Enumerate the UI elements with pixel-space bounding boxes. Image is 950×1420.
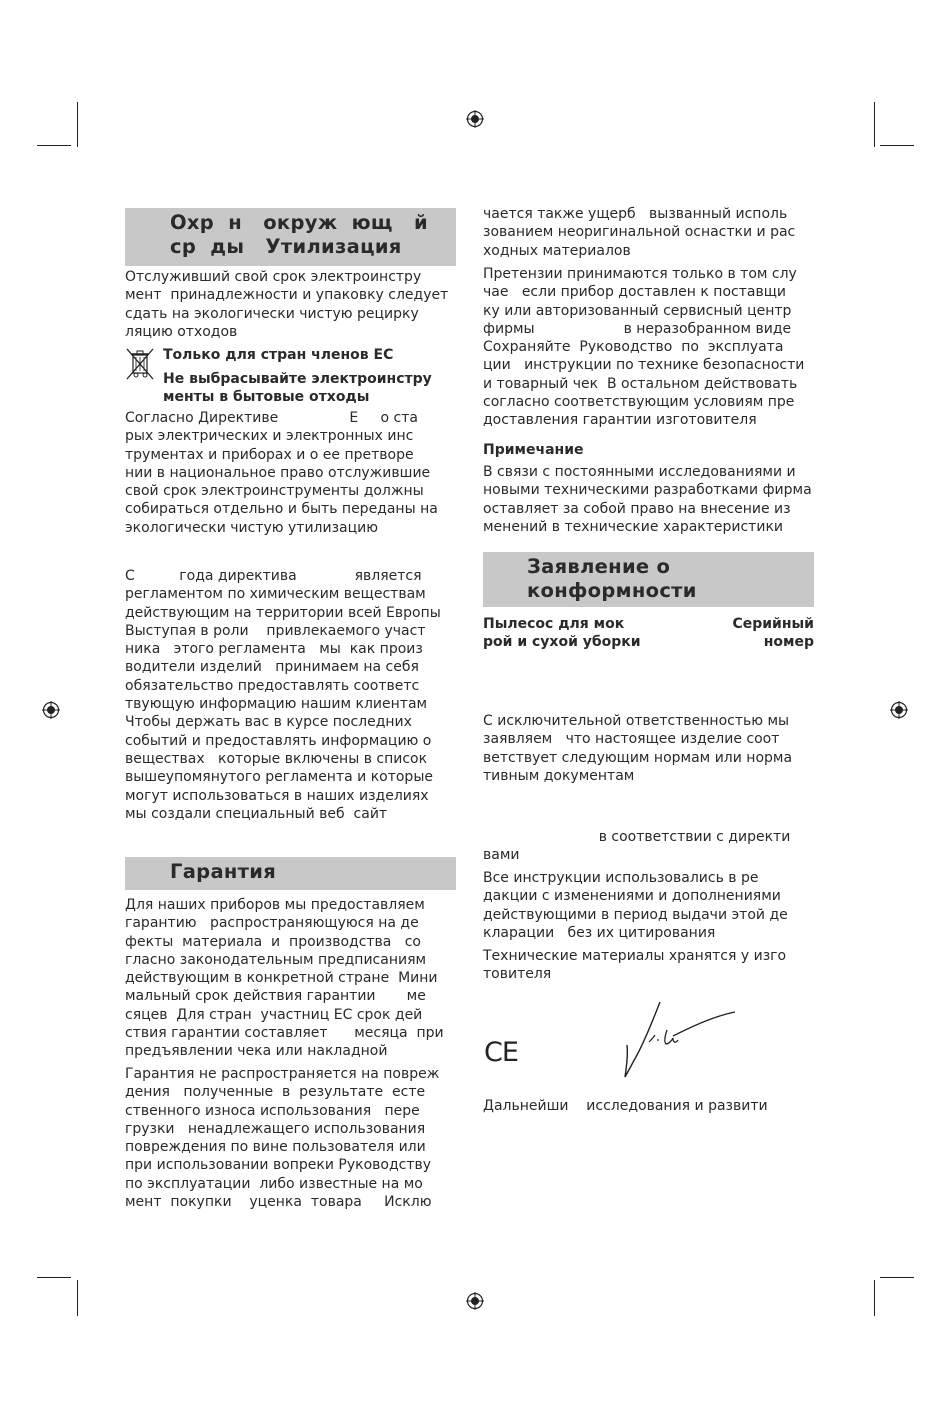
registration-mark-icon: [42, 701, 60, 719]
crop-mark-tr-v: [874, 102, 875, 147]
crop-mark-br-v: [874, 1280, 875, 1316]
crop-mark-br-h: [880, 1277, 914, 1278]
technical-files-text: Технические материалы хранятся у изго товителя: [483, 948, 787, 983]
conformity-heading: Заявление о конформности: [483, 552, 814, 607]
crop-mark-tr-h: [880, 145, 914, 146]
note-text: В связи с постоянными исследованиями и новыми техническими разработками фирма оставляет за собой право на внесение из менений в технические характеристики: [483, 464, 812, 535]
crossed-bin-icon: [125, 347, 155, 381]
warranty-text-2: Гарантия не распространяется на повреж дения полученные в результате есте ственного износа использования пере грузки ненадлежащего использования повреждения по вине пользователя или при использовании вопреки Руководству по эксплуатации либо известные на мо мент покупки уценка товара Исклю: [125, 1066, 440, 1211]
registration-mark-icon: [466, 110, 484, 128]
claims-text: Претензии принимаются только в том слу чае если прибор доставлен к поставщи ку или авторизованный сервисный центр фирмы в неразобранном виде Сохраняйте Руководство по эксплуата ции инструкции по технике безопасности и товарный чек В остальном действовать согласно соответствующим условиям пре доставления гарантии изготовителя: [483, 266, 805, 429]
registration-mark-icon: [890, 701, 908, 719]
reach-text: С года директива является регламентом по химическим веществам действующим на территории всей Европы Выступая в роли привлекаемого участ ника этого регламента мы как произ водители изделий принимаем на себя обязательство предоставлять соответс твующую информацию нашим клиентам Чтобы держать вас в курсе последних событий и предоставлять информацию о веществах которые включены в список вышеупомянутого регламента и которые могут использоваться в наших изделиях мы создали специальный веб сайт: [125, 568, 441, 822]
crop-mark-tl-v: [77, 102, 78, 147]
directive-text: Согласно Директиве Е о ста рых электрических и электронных инс трументах и приборах и о ее претворе нии в национальное право отслужившие свой срок электроинструменты должны собираться отдельно и быть переданы на экологически чистую утилизацию: [125, 410, 438, 536]
signature-icon: [615, 1000, 740, 1080]
warranty-heading: Гарантия: [125, 857, 456, 890]
ce-mark: CE: [484, 1037, 518, 1068]
environment-text: Отслуживший свой срок электроинстру мент принадлежности и упаковку следует сдать на экологически чистую рецирку ляцию отходов: [125, 269, 449, 340]
product-label: Пылесос для мок рой и сухой уборки: [483, 616, 641, 651]
eu-only-label: Только для стран членов ЕС: [163, 347, 394, 363]
crop-mark-bl-v: [77, 1280, 78, 1316]
serial-label: Серийный номер: [732, 616, 814, 651]
crop-mark-bl-h: [37, 1277, 71, 1278]
directives-text: в соответствии с директи вами: [483, 829, 791, 864]
warranty-text-1: Для наших приборов мы предоставляем гарантию распространяющуюся на де фекты материала и производства со гласно законодательным предписаниям действующим в конкретной стране Мини мальный срок действия гарантии ме сяцев Для стран участниц ЕС срок дей ствия гарантии составляет месяца при предъявлении чека или накладной: [125, 897, 444, 1060]
crop-mark-tl-h: [37, 145, 71, 146]
note-heading: Примечание: [483, 442, 584, 458]
registration-mark-icon: [466, 1292, 484, 1310]
no-dispose-label: Не выбрасывайте электроинстру менты в бытовые отходы: [163, 371, 432, 406]
declaration-text: С исключительной ответственностью мы заявляем что настоящее изделие соот ветствует следующим нормам или норма тивным документам: [483, 713, 793, 784]
footer-text: Дальнейши исследования и развити: [483, 1098, 768, 1114]
environment-heading: Охр н окруж ющ й ср ды Утилизация: [125, 208, 456, 266]
instructions-text: Все инструкции использовались в ре дакции с изменениями и дополнениями действующими в период выдачи этой де кларации без их цитирования: [483, 870, 788, 941]
warranty-continued-text: чается также ущерб вызванный исполь зованием неоригинальной оснастки и рас ходных материалов: [483, 206, 796, 259]
